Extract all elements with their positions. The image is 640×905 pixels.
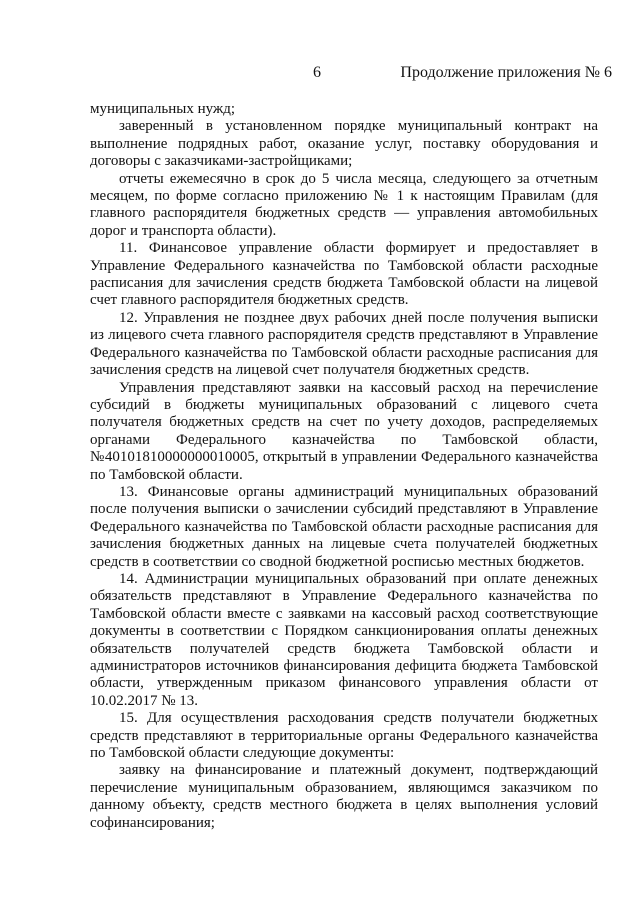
document-body: [90, 101, 598, 832]
paragraph-contract: заверенный в установленном порядке муниципальный контракт на выполнение подрядных работ, оказание услуг, поставку оборудования и договоры с заказчиками-застройщиками;: [90, 118, 598, 170]
paragraph-item-12: 12. Управления не позднее двух рабочих дней после получения выписки из лицевого счета главного распорядителя средств представляют в Управление Федерального казначейства по Тамбовской области расходные расписания для зачисления средств на лицевой счет получателя бюджетных средств.: [90, 309, 598, 379]
paragraph-requests: Управления представляют заявки на кассовый расход на перечисление субсидий в бюджеты муниципальных образований с лицевого счета получателя бюджетных средств на счет по учету доходов, распределяемых органами Федерального казначейства по Тамбовской области, №40101810000000010005, открытый в управлении Федерального казначейства по Тамбовской области.: [90, 379, 598, 483]
paragraph-continuation: муниципальных нужд;: [90, 101, 236, 117]
paragraph-item-15: 15. Для осуществления расходования средств получатели бюджетных средств представляют в территориальные органы Федерального казначейства по Тамбовской области следующие документы:: [90, 710, 598, 762]
paragraph-item-14: 14. Администрации муниципальных образований при оплате денежных обязательств представляют в Управление Федерального казначейства по Тамбовской области вместе с заявками на кассовый расход соответствующие документы в соответствии с Порядком санкционирования оплаты денежных обязательств получателей средств бюджета Тамбовской области и администраторов источников финансирования дефицита бюджета Тамбовской области, утвержденным приказом финансового управления области от 10.02.2017 № 13.: [90, 570, 598, 709]
page-number: 6: [313, 64, 321, 81]
paragraph-item-11: 11. Финансовое управление области формирует и предоставляет в Управление Федерального казначейства по Тамбовской области расходные расписания для зачисления средств бюджета Тамбовской области на лицевой счет главного распорядителя бюджетных средств.: [90, 240, 598, 309]
paragraph-item-13: 13. Финансовые органы администраций муниципальных образований после получения выписки о зачислении субсидий представляют в Управление Федерального казначейства по Тамбовской области расходные расписания для зачисления бюджетных данных на лицевые счета получателей бюджетных средств в соответствии со сводной бюджетной росписью местных бюджетов.: [90, 483, 598, 570]
appendix-continuation-title: Продолжение приложения № 6: [400, 64, 612, 81]
paragraph-financing-request: заявку на финансирование и платежный документ, подтверждающий перечисление муниципальным образованием, являющимся заказчиком по данному объекту, средств местного бюджета в целях выполнения условий софинансирования;: [90, 762, 598, 831]
paragraph-reports: отчеты ежемесячно в срок до 5 числа месяца, следующего за отчетным месяцем, по форме согласно приложению № 1 к настоящим Правилам (для главного распорядителя бюджетных средств — управления автомобильных дорог и транспорта области).: [90, 170, 598, 239]
